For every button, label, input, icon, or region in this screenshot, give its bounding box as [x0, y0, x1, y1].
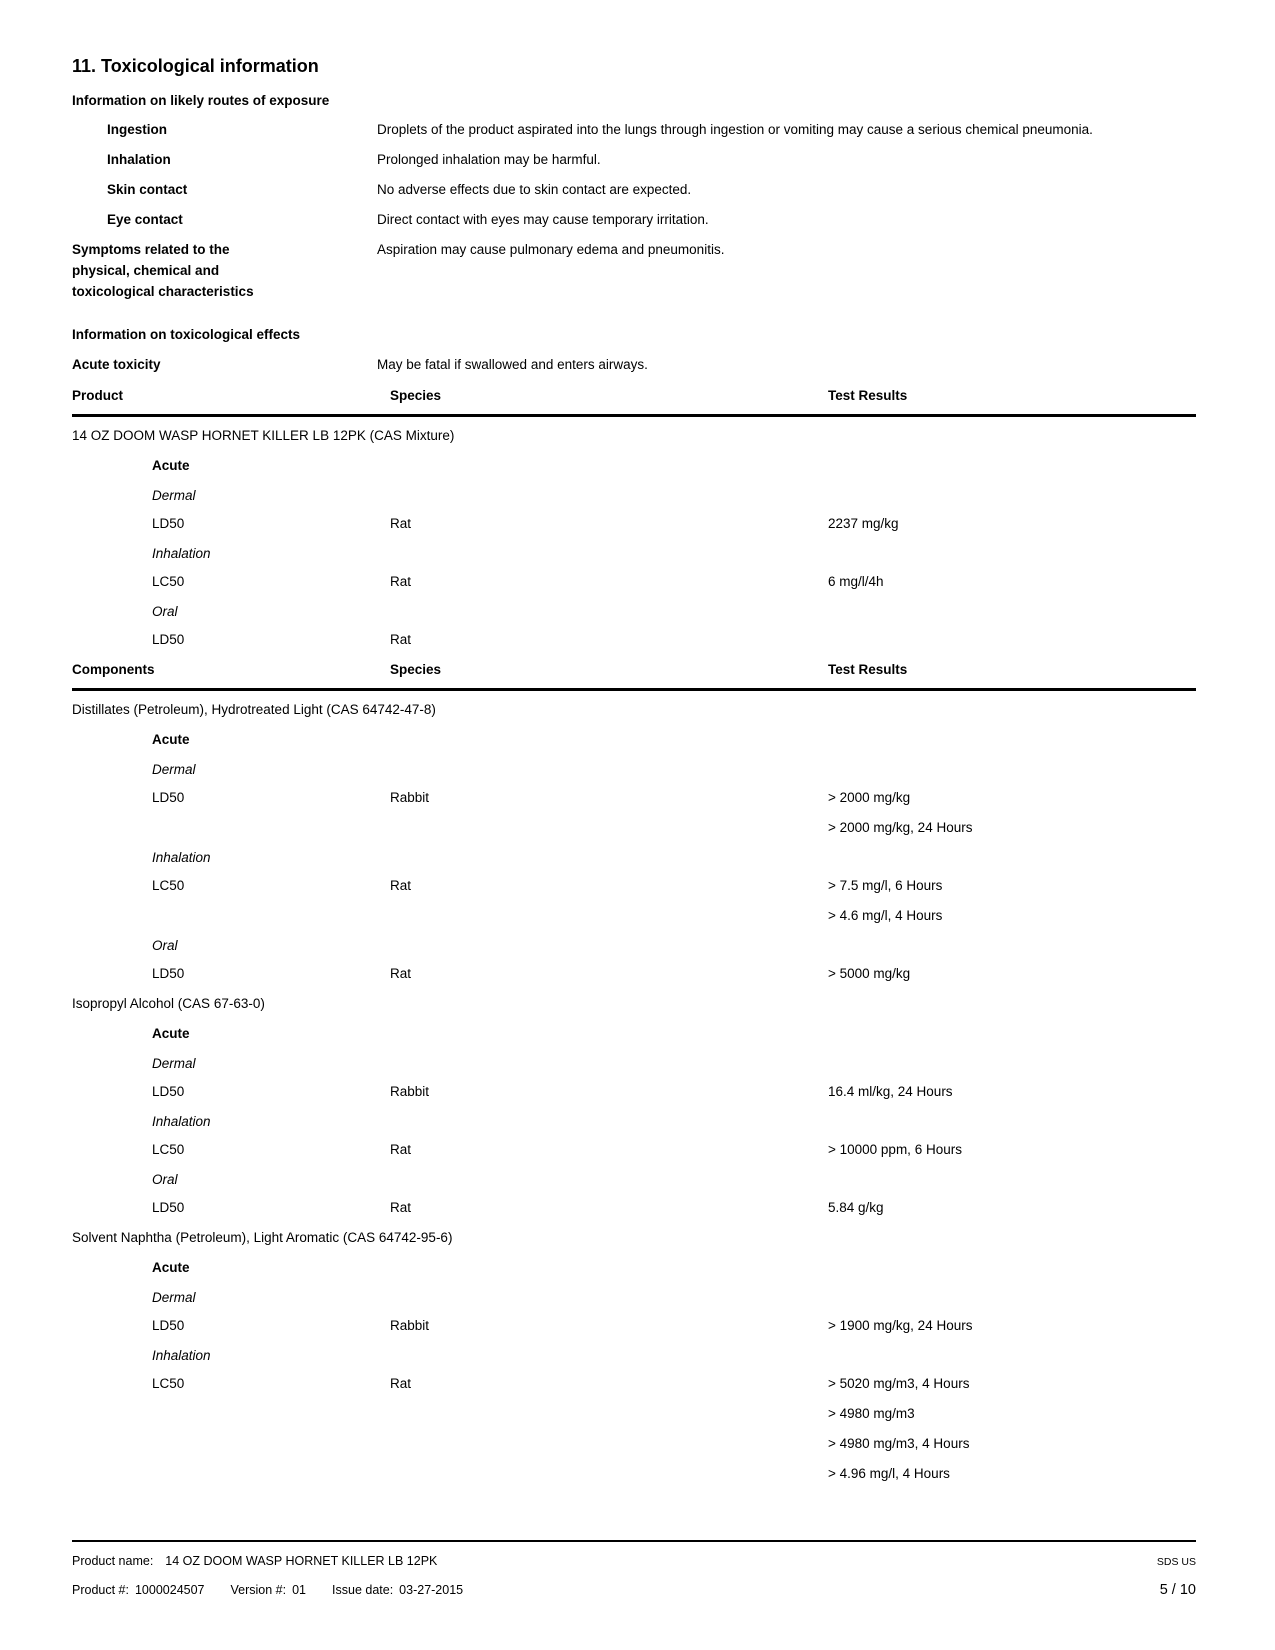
- test-type: LD50: [152, 790, 185, 805]
- test-result-row: [72, 513, 1196, 534]
- species-value: Rabbit: [390, 1084, 430, 1099]
- substance-name: Distillates (Petroleum), Hydrotreated Light (CAS 64742-47-8): [72, 702, 436, 717]
- version-value: 01: [292, 1583, 307, 1597]
- exposure-route-row: [72, 209, 1196, 230]
- result-value: > 2000 mg/kg, 24 Hours: [828, 820, 973, 835]
- result-value: > 2000 mg/kg: [828, 790, 911, 805]
- footer-doc-type: SDS US: [1156, 1556, 1196, 1568]
- symptoms-text: Aspiration may cause pulmonary edema and pneumonitis.: [377, 242, 725, 257]
- empty-cell: [390, 1433, 828, 1454]
- product-col-header: Product: [72, 388, 124, 403]
- result-value: 5.84 g/kg: [828, 1200, 884, 1215]
- empty-cell: [390, 817, 828, 838]
- empty-cell: [72, 1403, 390, 1424]
- test-result-extra-row: [72, 817, 1196, 838]
- empty-cell: [72, 905, 390, 926]
- test-result-row: [72, 629, 1196, 650]
- test-type: LD50: [152, 516, 185, 531]
- test-result-row: [72, 571, 1196, 592]
- footer-row-2: [72, 1580, 1196, 1601]
- substance-name: Isopropyl Alcohol (CAS 67-63-0): [72, 996, 265, 1011]
- test-results-col-header: Test Results: [828, 662, 908, 677]
- exposure-route-label: Ingestion: [107, 122, 167, 137]
- species-value: Rat: [390, 1200, 412, 1215]
- toxicity-class-label: Acute: [152, 732, 190, 747]
- empty-cell: [72, 1463, 390, 1484]
- components-table-header: [72, 659, 1196, 691]
- acute-toxicity-row: [72, 354, 1196, 375]
- test-type: LD50: [152, 966, 185, 981]
- exposure-route-row: [72, 149, 1196, 170]
- acute-toxicity-label: Acute toxicity: [72, 357, 161, 372]
- effects-heading: Information on toxicological effects: [72, 327, 301, 342]
- exposure-route-text: No adverse effects due to skin contact are expected.: [377, 182, 692, 197]
- test-type: LC50: [152, 878, 185, 893]
- exposure-route-label: Oral: [152, 604, 178, 619]
- exposure-heading: Information on likely routes of exposure: [72, 93, 330, 108]
- substance-name: Solvent Naphtha (Petroleum), Light Aromatic (CAS 64742-95-6): [72, 1230, 453, 1245]
- result-value: 2237 mg/kg: [828, 516, 899, 531]
- test-type: LC50: [152, 574, 185, 589]
- empty-cell: [390, 905, 828, 926]
- toxicity-class-label: Acute: [152, 458, 190, 473]
- test-result-row: [72, 1197, 1196, 1218]
- empty-cell: [390, 1463, 828, 1484]
- section-title: 11. Toxicological information: [72, 56, 319, 76]
- result-value: > 7.5 mg/l, 6 Hours: [828, 878, 943, 893]
- exposure-route-label: Oral: [152, 1172, 178, 1187]
- exposure-route-label: Dermal: [152, 1290, 196, 1305]
- product-table-header: [72, 385, 1196, 417]
- test-result-row: [72, 1315, 1196, 1336]
- result-value: > 4.6 mg/l, 4 Hours: [828, 908, 943, 923]
- exposure-route-row: [72, 179, 1196, 200]
- component-groups: [72, 699, 1196, 1484]
- empty-cell: [72, 817, 390, 838]
- species-value: Rat: [390, 1376, 412, 1391]
- test-results-col-header: Test Results: [828, 388, 908, 403]
- exposure-route-text: Prolonged inhalation may be harmful.: [377, 152, 601, 167]
- result-value: > 1900 mg/kg, 24 Hours: [828, 1318, 973, 1333]
- test-result-row: [72, 1081, 1196, 1102]
- species-value: Rabbit: [390, 1318, 430, 1333]
- exposure-route-label: Eye contact: [107, 212, 183, 227]
- exposure-route-label: Dermal: [152, 1056, 196, 1071]
- species-value: Rat: [390, 878, 412, 893]
- test-type: LD50: [152, 1084, 185, 1099]
- result-value: > 10000 ppm, 6 Hours: [828, 1142, 962, 1157]
- footer-product-meta: [72, 1580, 469, 1601]
- components-col-header: Components: [72, 662, 155, 677]
- test-result-row: [72, 787, 1196, 808]
- result-value: > 4980 mg/m3, 4 Hours: [828, 1436, 970, 1451]
- species-value: Rat: [390, 632, 412, 647]
- result-value: 16.4 ml/kg, 24 Hours: [828, 1084, 953, 1099]
- exposure-route-label: Inhalation: [152, 1348, 211, 1363]
- species-value: Rat: [390, 1142, 412, 1157]
- species-value: Rat: [390, 574, 412, 589]
- toxicity-class-label: Acute: [152, 1026, 190, 1041]
- test-result-extra-row: [72, 1433, 1196, 1454]
- product-name-value: 14 OZ DOOM WASP HORNET KILLER LB 12PK: [165, 1554, 438, 1568]
- acute-toxicity-text: May be fatal if swallowed and enters airways.: [377, 357, 648, 372]
- test-result-extra-row: [72, 905, 1196, 926]
- exposure-route-label: Inhalation: [152, 1114, 211, 1129]
- footer-product-name: [72, 1551, 443, 1572]
- exposure-route-text: Direct contact with eyes may cause temporary irritation.: [377, 212, 709, 227]
- toxicity-class-label: Acute: [152, 1260, 190, 1275]
- product-number-value: 1000024507: [134, 1583, 205, 1597]
- test-type: LD50: [152, 1200, 185, 1215]
- exposure-route-label: Dermal: [152, 762, 196, 777]
- exposure-route-label: Skin contact: [107, 182, 188, 197]
- footer-row-1: [72, 1551, 1196, 1573]
- product-groups: [72, 425, 1196, 650]
- empty-cell: [72, 1433, 390, 1454]
- result-value: 6 mg/l/4h: [828, 574, 884, 589]
- species-col-header: Species: [390, 388, 442, 403]
- page-content: [72, 0, 1196, 1493]
- test-result-row: [72, 963, 1196, 984]
- exposure-route-label: Oral: [152, 938, 178, 953]
- exposure-route-label: Inhalation: [107, 152, 171, 167]
- exposure-route-label: Inhalation: [152, 850, 211, 865]
- exposure-route-row: [72, 119, 1196, 140]
- exposure-route-text: Droplets of the product aspirated into the lungs through ingestion or vomiting may cause a serious chemical pneumonia.: [377, 122, 1093, 137]
- product-number-label: Product #:: [72, 1583, 129, 1597]
- exposure-route-label: Dermal: [152, 488, 196, 503]
- result-value: > 5020 mg/m3, 4 Hours: [828, 1376, 970, 1391]
- species-col-header: Species: [390, 662, 442, 677]
- issue-date-label: Issue date:: [332, 1583, 394, 1597]
- symptoms-label: Symptoms related to the physical, chemical and toxicological characteristics: [72, 242, 254, 299]
- test-type: LD50: [152, 632, 185, 647]
- exposure-rows: [72, 119, 1196, 230]
- test-result-extra-row: [72, 1463, 1196, 1484]
- empty-cell: [390, 1403, 828, 1424]
- test-result-row: [72, 1373, 1196, 1394]
- page-footer: [72, 1540, 1196, 1601]
- product-name-label: Product name:: [72, 1554, 154, 1568]
- issue-date-value: 03-27-2015: [399, 1583, 464, 1597]
- exposure-route-label: Inhalation: [152, 546, 211, 561]
- species-value: Rat: [390, 516, 412, 531]
- footer-page-indicator: 5 / 10: [1159, 1582, 1196, 1598]
- version-label: Version #:: [230, 1583, 287, 1597]
- substance-name: 14 OZ DOOM WASP HORNET KILLER LB 12PK (CAS Mixture): [72, 428, 455, 443]
- symptoms-row: [72, 239, 1196, 302]
- species-value: Rat: [390, 966, 412, 981]
- test-result-extra-row: [72, 1403, 1196, 1424]
- test-result-row: [72, 875, 1196, 896]
- test-result-row: [72, 1139, 1196, 1160]
- result-value: > 4.96 mg/l, 4 Hours: [828, 1466, 950, 1481]
- test-type: LC50: [152, 1142, 185, 1157]
- species-value: Rabbit: [390, 790, 430, 805]
- result-value: [828, 629, 1196, 650]
- result-value: > 5000 mg/kg: [828, 966, 911, 981]
- test-type: LD50: [152, 1318, 185, 1333]
- test-type: LC50: [152, 1376, 185, 1391]
- result-value: > 4980 mg/m3: [828, 1406, 915, 1421]
